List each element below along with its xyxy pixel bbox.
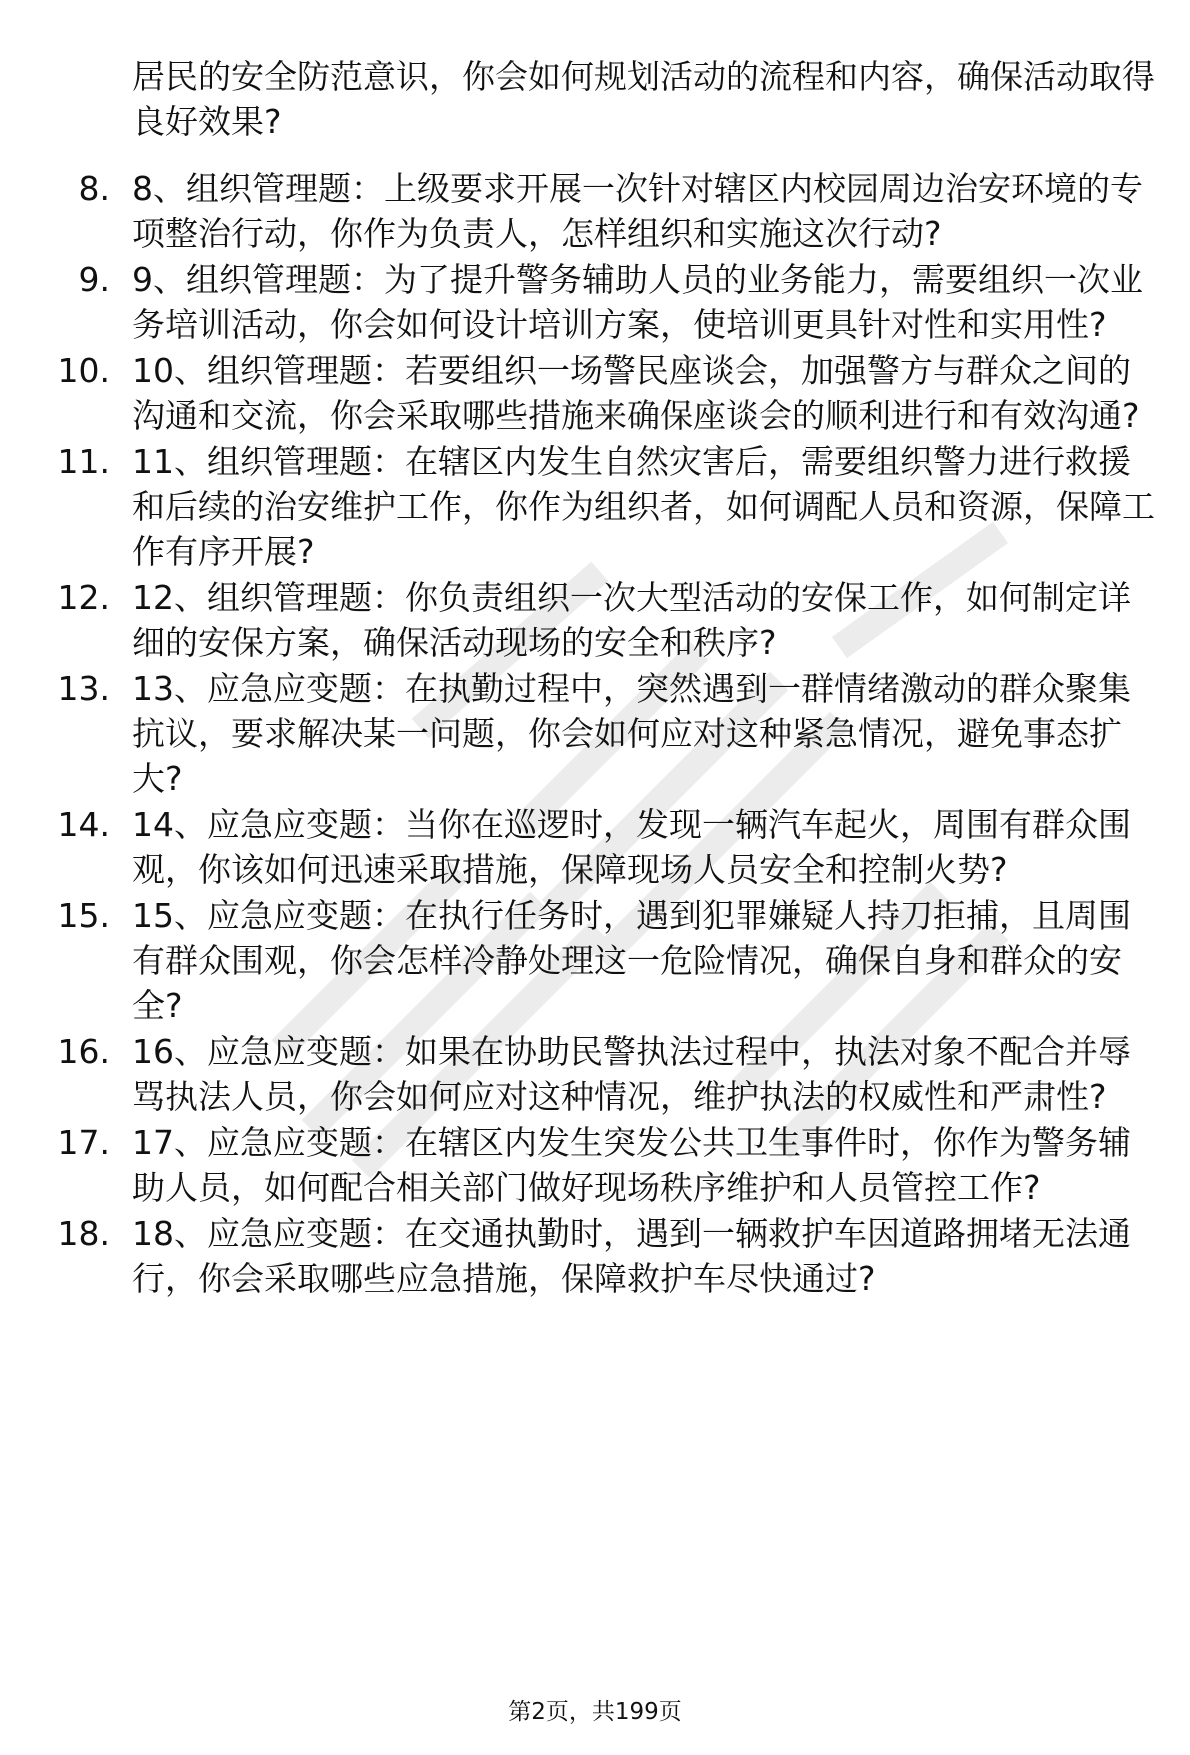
question-item [0, 893, 1190, 1028]
question-item [0, 1120, 1190, 1210]
question-number: 18. [57, 1214, 110, 1253]
question-text: 13、应急应变题：在执勤过程中，突然遇到一群情绪激动的群众聚集抗议，要求解决某一问题，你会如何应对这种紧急情况，避免事态扩大? [132, 669, 1131, 798]
question-number: 13. [57, 669, 110, 708]
question-number: 11. [57, 442, 110, 481]
question-text: 16、应急应变题：如果在协助民警执法过程中，执法对象不配合并辱骂执法人员，你会如何应对这种情况，维护执法的权威性和严肃性? [132, 1032, 1131, 1116]
question-item [0, 1029, 1190, 1119]
question-number: 15. [57, 896, 110, 935]
question-text: 9、组织管理题：为了提升警务辅助人员的业务能力，需要组织一次业务培训活动，你会如何设计培训方案，使培训更具针对性和实用性? [132, 260, 1143, 344]
question-item [0, 166, 1190, 256]
question-item [0, 802, 1190, 892]
question-number: 9. [78, 260, 110, 299]
question-item [0, 575, 1190, 665]
question-number: 14. [57, 805, 110, 844]
question-text: 8、组织管理题：上级要求开展一次针对辖区内校园周边治安环境的专项整治行动，你作为负责人，怎样组织和实施这次行动? [132, 169, 1143, 253]
question-text: 11、组织管理题：在辖区内发生自然灾害后，需要组织警力进行救援和后续的治安维护工作，你作为组织者，如何调配人员和资源，保障工作有序开展? [132, 442, 1155, 571]
question-item [0, 348, 1190, 438]
question-text: 15、应急应变题：在执行任务时，遇到犯罪嫌疑人持刀拒捕，且周围有群众围观，你会怎样冷静处理这一危险情况，确保自身和群众的安全? [132, 896, 1131, 1025]
question-list [0, 166, 1190, 1301]
question-number: 17. [57, 1123, 110, 1162]
question-item [0, 666, 1190, 801]
page-footer: 第2页，共199页 [508, 1699, 682, 1725]
question-number: 12. [57, 578, 110, 617]
question-item [0, 257, 1190, 347]
question-item [0, 439, 1190, 574]
question-text: 10、组织管理题：若要组织一场警民座谈会，加强警方与群众之间的沟通和交流，你会采取哪些措施来确保座谈会的顺利进行和有效沟通? [132, 351, 1140, 435]
question-number: 16. [57, 1032, 110, 1071]
question-text: 17、应急应变题：在辖区内发生突发公共卫生事件时，你作为警务辅助人员，如何配合相关部门做好现场秩序维护和人员管控工作? [132, 1123, 1131, 1207]
question-text: 14、应急应变题：当你在巡逻时，发现一辆汽车起火，周围有群众围观，你该如何迅速采取措施，保障现场人员安全和控制火势? [132, 805, 1131, 889]
question-number: 10. [57, 351, 110, 390]
question-text: 12、组织管理题：你负责组织一次大型活动的安保工作，如何制定详细的安保方案，确保活动现场的安全和秩序? [132, 578, 1131, 662]
question-text: 18、应急应变题：在交通执勤时，遇到一辆救护车因道路拥堵无法通行，你会采取哪些应急措施，保障救护车尽快通过? [132, 1214, 1131, 1298]
continuation-paragraph: 居民的安全防范意识，你会如何规划活动的流程和内容，确保活动取得良好效果? [132, 57, 1155, 141]
question-number: 8. [78, 169, 110, 208]
question-item [0, 1211, 1190, 1301]
